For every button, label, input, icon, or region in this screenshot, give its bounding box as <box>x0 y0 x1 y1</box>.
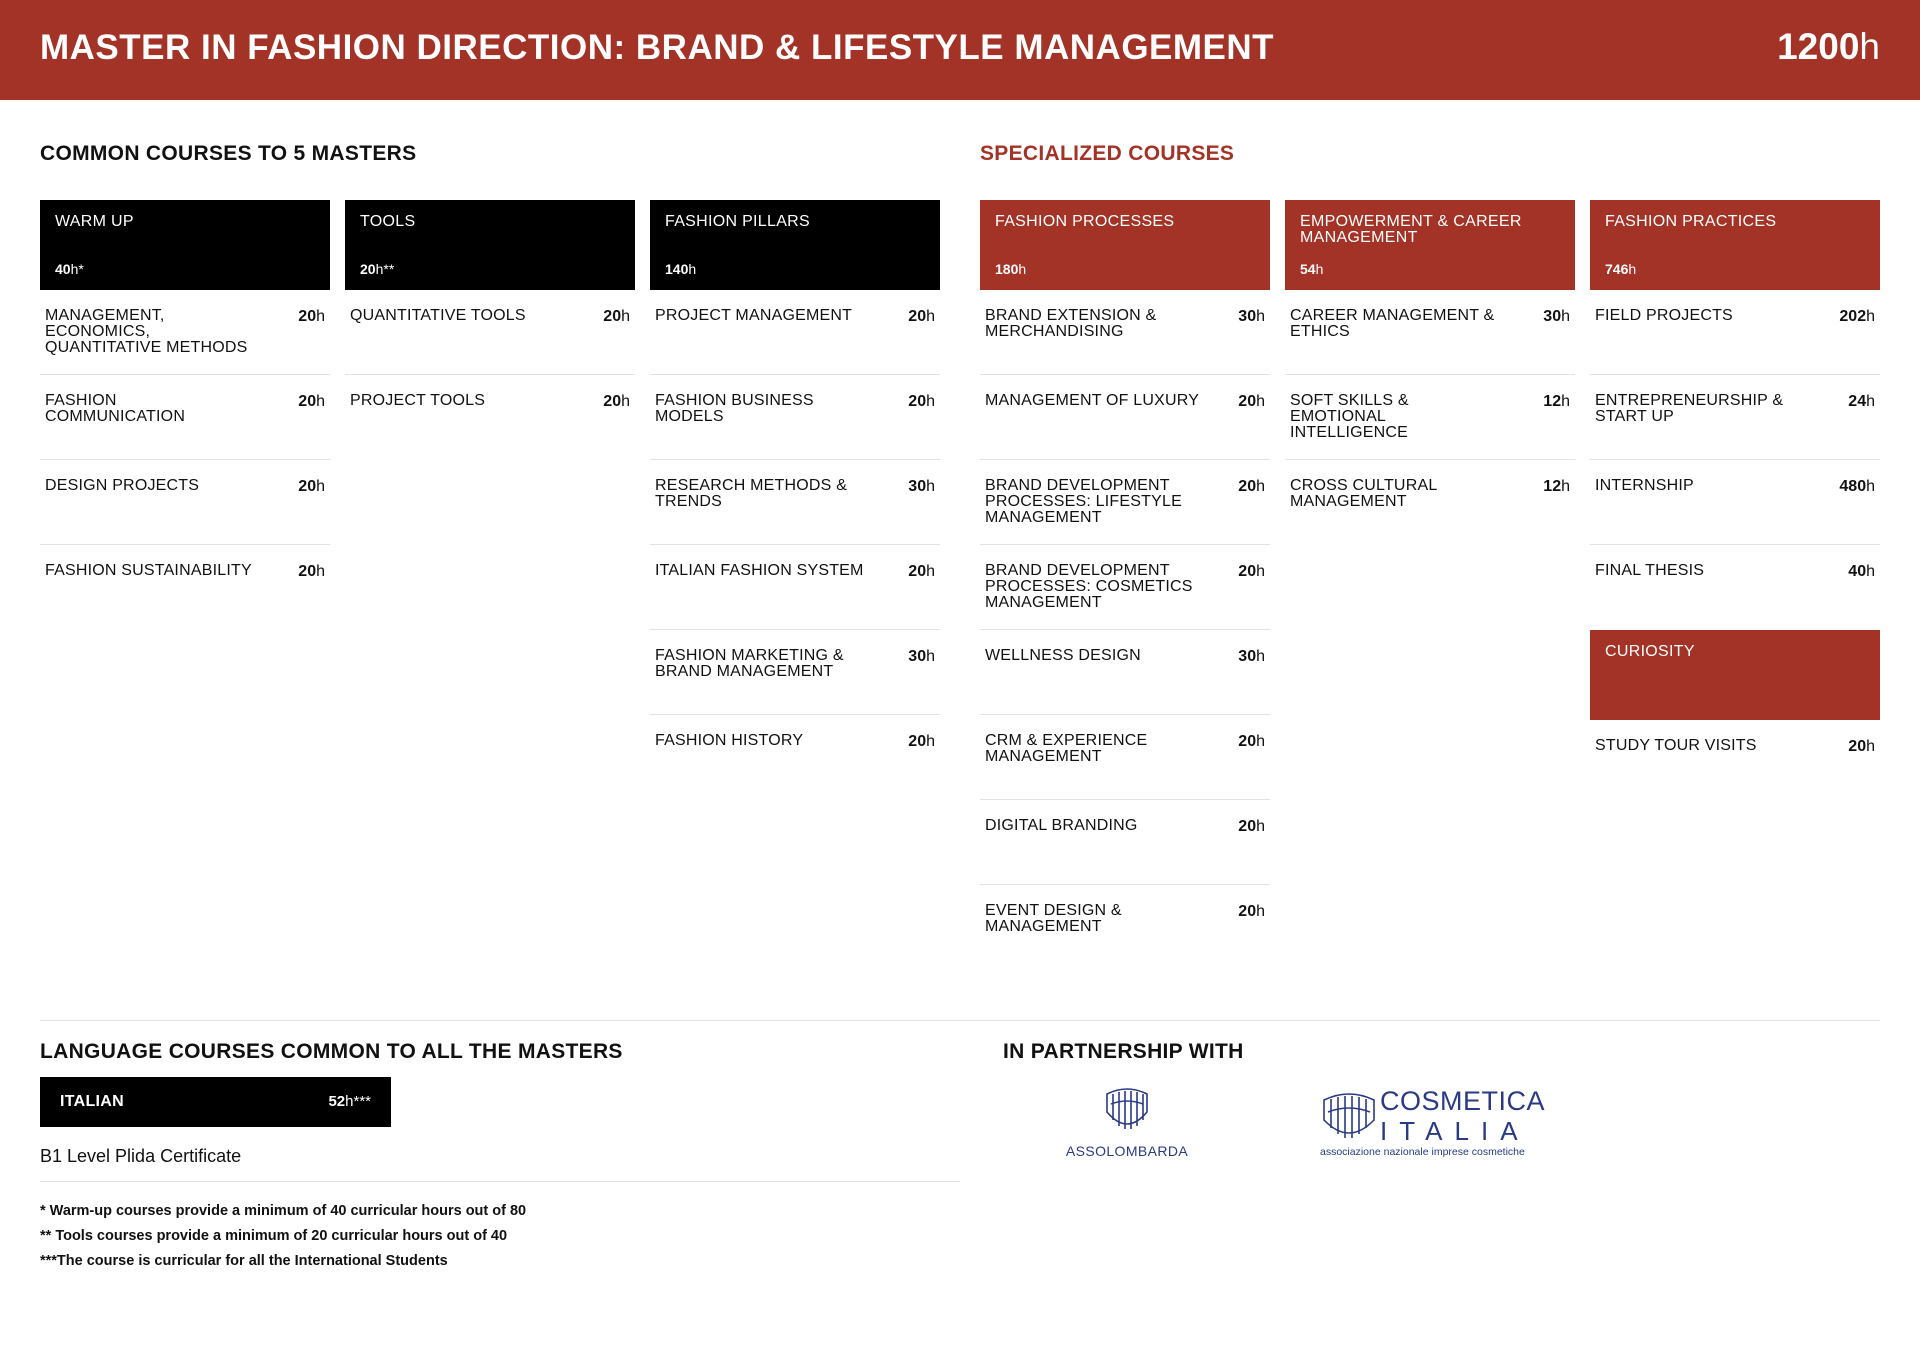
course-row <box>650 460 940 545</box>
course-row <box>980 800 1270 885</box>
footnote: ***The course is curricular for all the International Students <box>40 1253 448 1269</box>
course-row <box>980 545 1270 630</box>
category-header <box>1590 200 1880 290</box>
partnership-title: IN PARTNERSHIP WITH <box>1003 1040 1244 1063</box>
course-hours: 20h <box>1238 818 1265 835</box>
category-hours: 180h <box>995 261 1027 277</box>
course-name: CRM & EXPERIENCE MANAGEMENT <box>985 732 1148 765</box>
course-hours: 20h <box>1238 563 1265 580</box>
category-name: EMPOWERMENT & CAREER MANAGEMENT <box>1300 213 1522 246</box>
course-name: FASHION BUSINESS MODELS <box>655 392 814 425</box>
course-hours: 20h <box>298 563 325 580</box>
course-row <box>1285 290 1575 375</box>
course-hours: 20h <box>1238 733 1265 750</box>
course-hours: 20h <box>908 308 935 325</box>
course-row <box>1285 460 1575 545</box>
course-hours: 20h <box>603 393 630 410</box>
course-row <box>1590 720 1880 770</box>
course-hours: 40h <box>1848 563 1875 580</box>
course-row <box>650 545 940 630</box>
category-hours: 54h <box>1300 261 1324 277</box>
footnote: ** Tools courses provide a minimum of 20 curricular hours out of 40 <box>40 1228 508 1244</box>
course-name: MANAGEMENT, ECONOMICS, QUANTITATIVE METHODS <box>45 307 248 356</box>
course-hours: 20h <box>908 393 935 410</box>
cosmetica-tagline: associazione nazionale imprese cosmetiche <box>1320 1146 1525 1158</box>
course-name: SOFT SKILLS & EMOTIONAL INTELLIGENCE <box>1290 392 1409 441</box>
category-header <box>1590 630 1880 720</box>
course-name: DIGITAL BRANDING <box>985 817 1138 834</box>
assolombarda-name: ASSOLOMBARDA <box>1065 1143 1189 1159</box>
course-name: FASHION HISTORY <box>655 732 804 749</box>
course-hours: 30h <box>908 478 935 495</box>
course-row <box>980 375 1270 460</box>
course-row <box>40 545 330 630</box>
course-name: BRAND DEVELOPMENT PROCESSES: COSMETICS MANAGEMENT <box>985 562 1193 611</box>
total-hours: 1200h <box>1777 26 1880 67</box>
warm-up-column <box>40 200 330 630</box>
certificate-label: B1 Level Plida Certificate <box>40 1146 242 1166</box>
course-row <box>650 290 940 375</box>
cosmetica-italia-logo <box>1318 1086 1548 1161</box>
course-row <box>1590 545 1880 630</box>
category-header <box>1285 200 1575 290</box>
page-header <box>0 0 1920 100</box>
category-name: FASHION PILLARS <box>665 213 810 230</box>
fashion-processes-column <box>980 200 1270 970</box>
category-name: CURIOSITY <box>1605 643 1695 660</box>
category-name: FASHION PROCESSES <box>995 213 1175 230</box>
course-hours: 12h <box>1543 393 1570 410</box>
category-name: FASHION PRACTICES <box>1605 213 1777 230</box>
course-hours: 20h <box>298 393 325 410</box>
course-hours: 20h <box>1238 478 1265 495</box>
footnote: * Warm-up courses provide a minimum of 40 curricular hours out of 80 <box>40 1203 527 1219</box>
course-name: PROJECT TOOLS <box>350 392 486 409</box>
fashion-practices-column <box>1590 200 1880 630</box>
category-header <box>980 200 1270 290</box>
language-name: ITALIAN <box>60 1093 125 1110</box>
page-title: MASTER IN FASHION DIRECTION: BRAND & LIFESTYLE MANAGEMENT <box>40 28 1275 67</box>
specialized-courses-title: SPECIALIZED COURSES <box>980 142 1235 165</box>
common-courses-title: COMMON COURSES TO 5 MASTERS <box>40 142 417 165</box>
course-name: QUANTITATIVE TOOLS <box>350 307 526 324</box>
course-name: EVENT DESIGN & MANAGEMENT <box>985 902 1122 935</box>
tools-column <box>345 200 635 460</box>
course-row <box>345 375 635 460</box>
course-row <box>1285 375 1575 460</box>
course-hours: 20h <box>603 308 630 325</box>
cosmetica-name: COSMETICA <box>1380 1086 1546 1116</box>
course-hours: 20h <box>1848 738 1875 755</box>
course-hours: 20h <box>1238 903 1265 920</box>
cosmetica-italia-logo-icon <box>1320 1090 1378 1144</box>
course-name: FINAL THESIS <box>1595 562 1705 579</box>
course-hours: 24h <box>1848 393 1875 410</box>
language-hours: 52h*** <box>328 1093 371 1110</box>
course-row <box>980 630 1270 715</box>
course-name: BRAND EXTENSION & MERCHANDISING <box>985 307 1157 340</box>
course-row <box>650 630 940 715</box>
category-hours: 40h* <box>55 261 84 277</box>
category-header <box>40 200 330 290</box>
course-name: PROJECT MANAGEMENT <box>655 307 853 324</box>
assolombarda-logo-icon <box>1103 1086 1151 1136</box>
category-header <box>345 200 635 290</box>
category-hours: 20h** <box>360 261 395 277</box>
course-row <box>650 375 940 460</box>
course-name: ITALIAN FASHION SYSTEM <box>655 562 864 579</box>
course-row <box>40 460 330 545</box>
course-hours: 12h <box>1543 478 1570 495</box>
course-name: FASHION SUSTAINABILITY <box>45 562 252 579</box>
course-name: CAREER MANAGEMENT & ETHICS <box>1290 307 1495 340</box>
language-divider <box>40 1181 960 1182</box>
course-row <box>40 290 330 375</box>
course-name: FIELD PROJECTS <box>1595 307 1733 324</box>
assolombarda-logo <box>1062 1086 1192 1161</box>
course-name: ENTREPRENEURSHIP & START UP <box>1595 392 1784 425</box>
fashion-pillars-column <box>650 200 940 800</box>
course-name: STUDY TOUR VISITS <box>1595 737 1757 754</box>
course-name: DESIGN PROJECTS <box>45 477 200 494</box>
course-row <box>1590 460 1880 545</box>
language-courses-title: LANGUAGE COURSES COMMON TO ALL THE MASTERS <box>40 1040 623 1063</box>
course-row <box>980 460 1270 545</box>
course-row <box>1590 290 1880 375</box>
course-row <box>980 715 1270 800</box>
course-hours: 30h <box>1543 308 1570 325</box>
course-hours: 30h <box>1238 308 1265 325</box>
category-header <box>650 200 940 290</box>
course-name: FASHION COMMUNICATION <box>45 392 186 425</box>
curiosity-column <box>1590 630 1880 770</box>
course-row <box>40 375 330 460</box>
course-row <box>345 290 635 375</box>
course-hours: 20h <box>298 478 325 495</box>
footnotes <box>40 1199 526 1274</box>
category-name: WARM UP <box>55 213 134 230</box>
empowerment-column <box>1285 200 1575 545</box>
course-hours: 20h <box>1238 393 1265 410</box>
course-row <box>650 715 940 800</box>
italia-name: ITALIA <box>1380 1116 1530 1146</box>
course-row <box>980 290 1270 375</box>
course-name: BRAND DEVELOPMENT PROCESSES: LIFESTYLE MANAGEMENT <box>985 477 1182 526</box>
section-divider <box>40 1020 1880 1021</box>
course-name: MANAGEMENT OF LUXURY <box>985 392 1200 409</box>
category-hours: 746h <box>1605 261 1637 277</box>
course-name: RESEARCH METHODS & TRENDS <box>655 477 848 510</box>
course-name: WELLNESS DESIGN <box>985 647 1141 664</box>
course-hours: 20h <box>908 733 935 750</box>
category-name: TOOLS <box>360 213 416 230</box>
course-name: INTERNSHIP <box>1595 477 1694 494</box>
language-course-box <box>40 1077 391 1127</box>
course-hours: 20h <box>908 563 935 580</box>
course-hours: 30h <box>1238 648 1265 665</box>
course-hours: 30h <box>908 648 935 665</box>
course-row <box>1590 375 1880 460</box>
course-name: CROSS CULTURAL MANAGEMENT <box>1290 477 1437 510</box>
course-row <box>980 885 1270 970</box>
course-hours: 480h <box>1839 478 1875 495</box>
course-name: FASHION MARKETING & BRAND MANAGEMENT <box>655 647 844 680</box>
course-hours: 202h <box>1839 308 1875 325</box>
category-hours: 140h <box>665 261 697 277</box>
course-hours: 20h <box>298 308 325 325</box>
